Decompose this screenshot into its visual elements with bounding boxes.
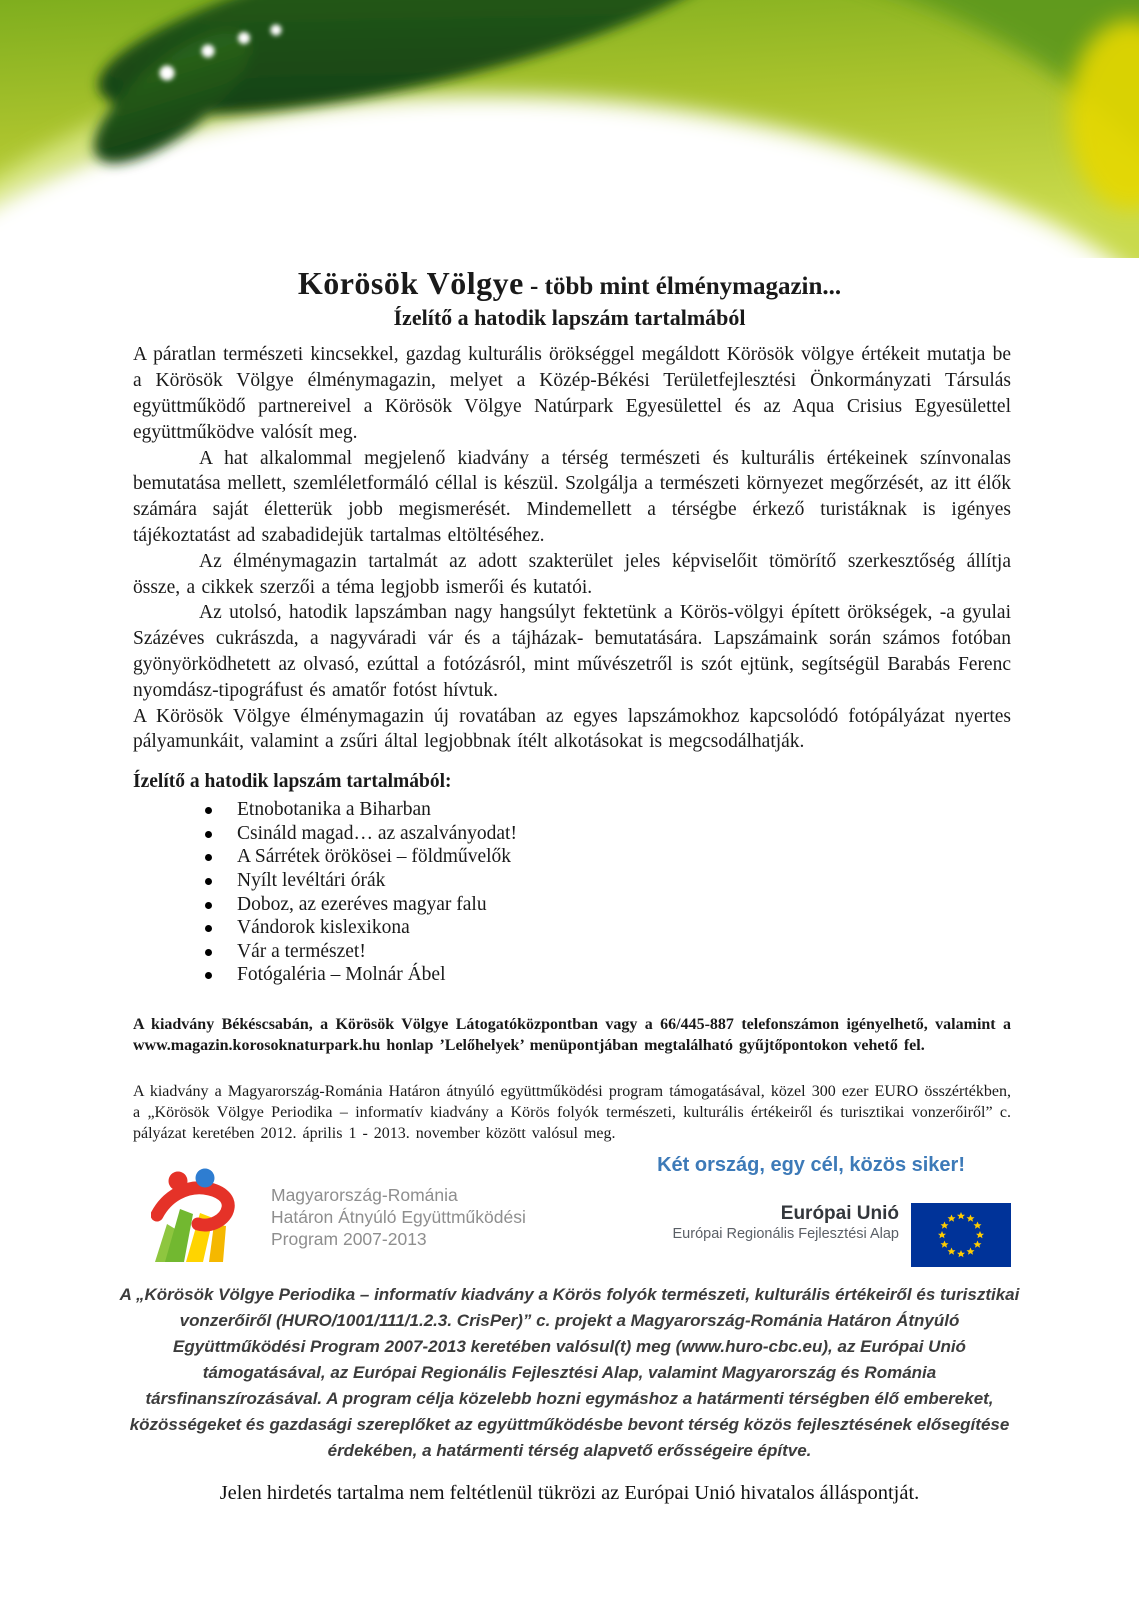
eu-title: Európai Unió [780,1202,899,1224]
funding-notice: A kiadvány a Magyarország-Románia Határon átnyúló együttműködési program támogatásával, közel 300 ezer EURO összértékben, a „Körösök Völgye Periodika – informatív kiadvány a Körös folyók természeti, kulturális értékeiről és turisztikai vonzerőiről” c. pályázat keretében 2012. április 1 - 2013. november között valósul meg. [133,1082,1011,1142]
eu-flag-icon [911,1203,1011,1267]
huro-program-label [271,1168,526,1250]
paragraph: A Körösök Völgye élménymagazin új rovatában az egyes lapszámokhoz kapcsolódó fotópályázat nyertes pályamunkáit, valamint a zsűri által legjobbnak ítélt alkotásokat is megcsodálhatják. [133,705,1011,753]
paragraph: Az élménymagazin tartalmát az adott szakterület jeles képviselőit tömörítő szerkesztőség állítja össze, a cikkek szerzői a téma legjobb ismerői és kutatói. [133,550,1011,598]
huro-logo-head-red [169,1171,188,1190]
huro-logo-arm [157,1188,228,1225]
list-item: Etnobotanika a Biharban [133,798,1011,822]
toc-section [133,771,1011,987]
paragraph: A páratlan természeti kincsekkel, gazdag kulturális örökséggel megáldott Körösök völgye értékeit mutatja be a Körösök Völgye élménymagazin, melyet a Közép-Békési Területfejlesztési Önkormányzati Társulás együttműködő partnereivel a Körösök Völgye Natúrpark Egyesülettel és az Aqua Crisius Egyesülettel együttműködve valósít meg. [133,344,1011,443]
list-item: Vár a természet! [133,940,1011,964]
huro-line: Magyarország-Románia [271,1184,458,1205]
article-body [133,342,1011,755]
page-title [0,266,1139,301]
header-wave-art [0,0,1139,258]
pickup-notice: A kiadvány Békéscsabán, a Körösök Völgye Látogatóközpontban vagy a 66/445-887 telefonszámon igényelhető, valamint a www.magazin.korosoknaturpark.hu honlap ’Lelőhelyek’ menüpontjában megtalálható gyűjtőpontokon vehető fel. [133,1015,1011,1054]
title-block [0,266,1139,330]
page-title-main: Körösök Völgye [297,265,524,301]
eu-block [657,1154,1011,1267]
list-item: A Sárrétek örökösei – földművelők [133,845,1011,869]
eu-subtitle: Európai Regionális Fejlesztési Alap [672,1225,899,1242]
eu-row [673,1203,1012,1267]
huro-program-logo-icon [151,1168,255,1262]
toc-list [133,798,1011,987]
huro-line: Határon Átnyúló Együttműködési [271,1206,526,1227]
list-item: Vándorok kislexikona [133,916,1011,940]
partner-logos-row [133,1154,1011,1266]
list-item: Csináld magad… az aszalványodat! [133,822,1011,846]
toc-heading: Ízelítő a hatodik lapszám tartalmából: [133,771,452,793]
list-item: Doboz, az ezeréves magyar falu [133,893,1011,917]
eu-slogan: Két ország, egy cél, közös siker! [657,1153,965,1176]
eu-text-block [673,1203,900,1242]
project-footer-note: A „Körösök Völgye Periodika – informatív kiadvány a Körös folyók természeti, kulturális értékeiről és turisztikai vonzerőiről (HURO/1001/111/1.2.3. CrisPer)” c. projekt a Magyarország-Románia Határon Átnyúló Együttműködési Program 2007-2013 keretében valósul(t) meg (www.huro-cbc.eu), az Európai Unió támogatásával, az Európai Regionális Fejlesztési Alap, valamint Magyarország és Románia társfinanszírozásával. A program célja közelebb hozni egymáshoz a határmenti térségben élő embereket, közösségeket és gazdasági szereplőket az együttműködésbe bevont térség közös fejlesztésének elősegítése érdekében, a határmenti térség alapvető erősségeire építve. [119,1284,1020,1460]
huro-program-block [151,1168,526,1262]
paragraph: A hat alkalommal megjelenő kiadvány a térség természeti és kulturális értékeinek színvonalas bemutatása mellett, szemléletformáló céllal is készül. Szolgálja a természeti környezet megőrzését, az itt élők számára saját életterük jobb megismerését. Mindemellett a térségbe érkező turistáknak is igényes tájékoztatást ad szabadidejük tartalmas eltöltéséhez. [133,447,1011,546]
huro-line: Program 2007-2013 [271,1228,427,1249]
huro-logo-head-blue [196,1168,215,1187]
list-item: Fotógaléria – Molnár Ábel [133,963,1011,987]
page-title-suffix: - több mint élménymagazin... [523,273,842,300]
page-subtitle: Ízelítő a hatodik lapszám tartalmából [393,305,746,331]
list-item: Nyílt levéltári órák [133,869,1011,893]
paragraph: Az utolsó, hatodik lapszámban nagy hangsúlyt fektetünk a Körös-völgyi épített örökségek, -a gyulai Százéves cukrászda, a nagyváradi vár és a tájházak- bemutatására. Lapszámaink során számos fotóban gyönyörködhetett az olvasó, ezúttal a fotózásról, mint művészetről is szót ejtünk, segítségül Barabás Ferenc nyomdász-tipográfust és amatőr fotóst hívtuk. [133,602,1011,701]
eu-disclaimer: Jelen hirdetés tartalma nem feltétlenül tükrözi az Európai Unió hivatalos álláspontját. [219,1481,920,1504]
